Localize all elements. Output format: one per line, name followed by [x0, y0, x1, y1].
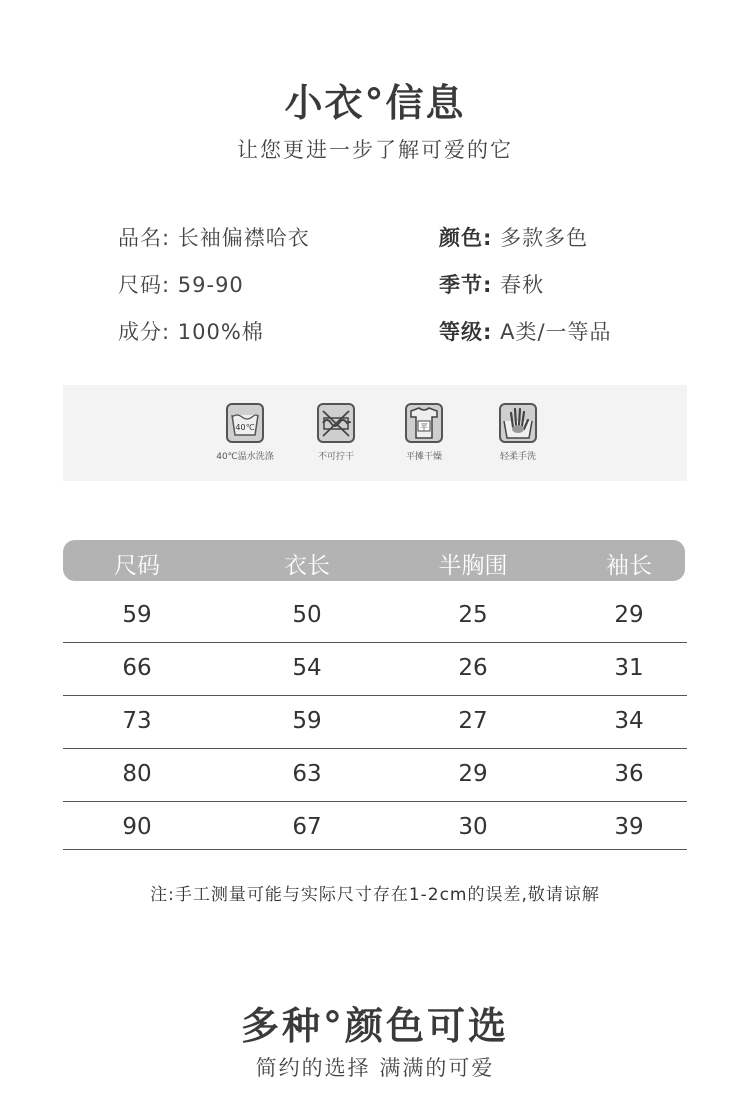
header-sleeve: 袖长 [606, 553, 652, 579]
cell-length: 67 [292, 814, 322, 840]
care-item-wash [205, 403, 285, 462]
info-season-value: 春秋 [500, 273, 545, 297]
info-size-label: 尺码: [118, 273, 171, 297]
header-half-chest: 半胸围 [438, 553, 508, 579]
care-label-dry-flat: 平摊干燥 [405, 452, 442, 462]
cell-sleeve: 29 [614, 602, 644, 628]
wash-40-icon [226, 403, 264, 443]
dry-flat-symbol: 平 [420, 422, 428, 432]
section-subtitle: 简约的选择 满满的可爱 [255, 1056, 495, 1080]
cell-length: 59 [292, 708, 322, 734]
cell-sleeve: 31 [614, 655, 644, 681]
info-size [118, 269, 244, 299]
cell-size: 80 [122, 761, 152, 787]
cell-half-chest: 29 [458, 761, 488, 787]
info-season [439, 269, 544, 299]
hand-wash-icon [499, 403, 537, 443]
cell-sleeve: 34 [614, 708, 644, 734]
dry-flat-icon [405, 403, 443, 443]
cell-length: 63 [292, 761, 322, 787]
care-instructions-band [63, 385, 687, 481]
header-size: 尺码 [114, 553, 160, 579]
cell-half-chest: 26 [458, 655, 488, 681]
info-grade-value: A类/一等品 [500, 320, 612, 344]
page-subtitle: 让您更进一步了解可爱的它 [237, 138, 513, 162]
cell-sleeve: 36 [614, 761, 644, 787]
info-color-value: 多款多色 [500, 226, 589, 250]
info-name [118, 222, 310, 252]
info-season-label: 季节: [439, 273, 493, 297]
cell-size: 66 [122, 655, 152, 681]
measurement-note: 注:手工测量可能与实际尺寸存在1-2cm的误差,敬请谅解 [150, 885, 600, 905]
size-table-header [63, 540, 685, 581]
cell-size: 90 [122, 814, 152, 840]
care-item-no-wring [296, 403, 376, 462]
care-label-no-wring: 不可拧干 [317, 452, 354, 462]
cell-length: 50 [292, 602, 322, 628]
cell-size: 59 [122, 602, 152, 628]
info-material-label: 成分: [118, 320, 171, 344]
cell-half-chest: 30 [458, 814, 488, 840]
cell-half-chest: 25 [458, 602, 488, 628]
table-row [63, 643, 687, 696]
no-wring-icon [317, 403, 355, 443]
table-row [63, 696, 687, 749]
table-row [63, 749, 687, 802]
header-length: 衣长 [284, 553, 330, 579]
section-title: 多种°颜色可选 [240, 1004, 509, 1048]
care-item-dry-flat [384, 403, 464, 462]
care-label-hand-wash: 轻柔手洗 [499, 452, 536, 462]
care-item-hand-wash [478, 403, 558, 462]
table-row [63, 590, 687, 643]
cell-length: 54 [292, 655, 322, 681]
info-grade-label: 等级: [439, 320, 493, 344]
table-row [63, 802, 687, 850]
info-grade [439, 316, 612, 346]
info-material [118, 316, 264, 346]
cell-size: 73 [122, 708, 152, 734]
cell-half-chest: 27 [458, 708, 488, 734]
cell-sleeve: 39 [614, 814, 644, 840]
info-color [439, 222, 588, 252]
info-name-label: 品名: [118, 226, 171, 250]
info-size-value: 59-90 [177, 273, 244, 297]
care-label-wash: 40℃温水洗涤 [216, 452, 274, 462]
wash-40-symbol: 40℃ [235, 423, 255, 432]
info-material-value: 100%棉 [177, 320, 264, 344]
page-title: 小衣°信息 [284, 81, 466, 125]
info-name-value: 长袖偏襟哈衣 [177, 226, 310, 250]
info-color-label: 颜色: [439, 226, 493, 250]
